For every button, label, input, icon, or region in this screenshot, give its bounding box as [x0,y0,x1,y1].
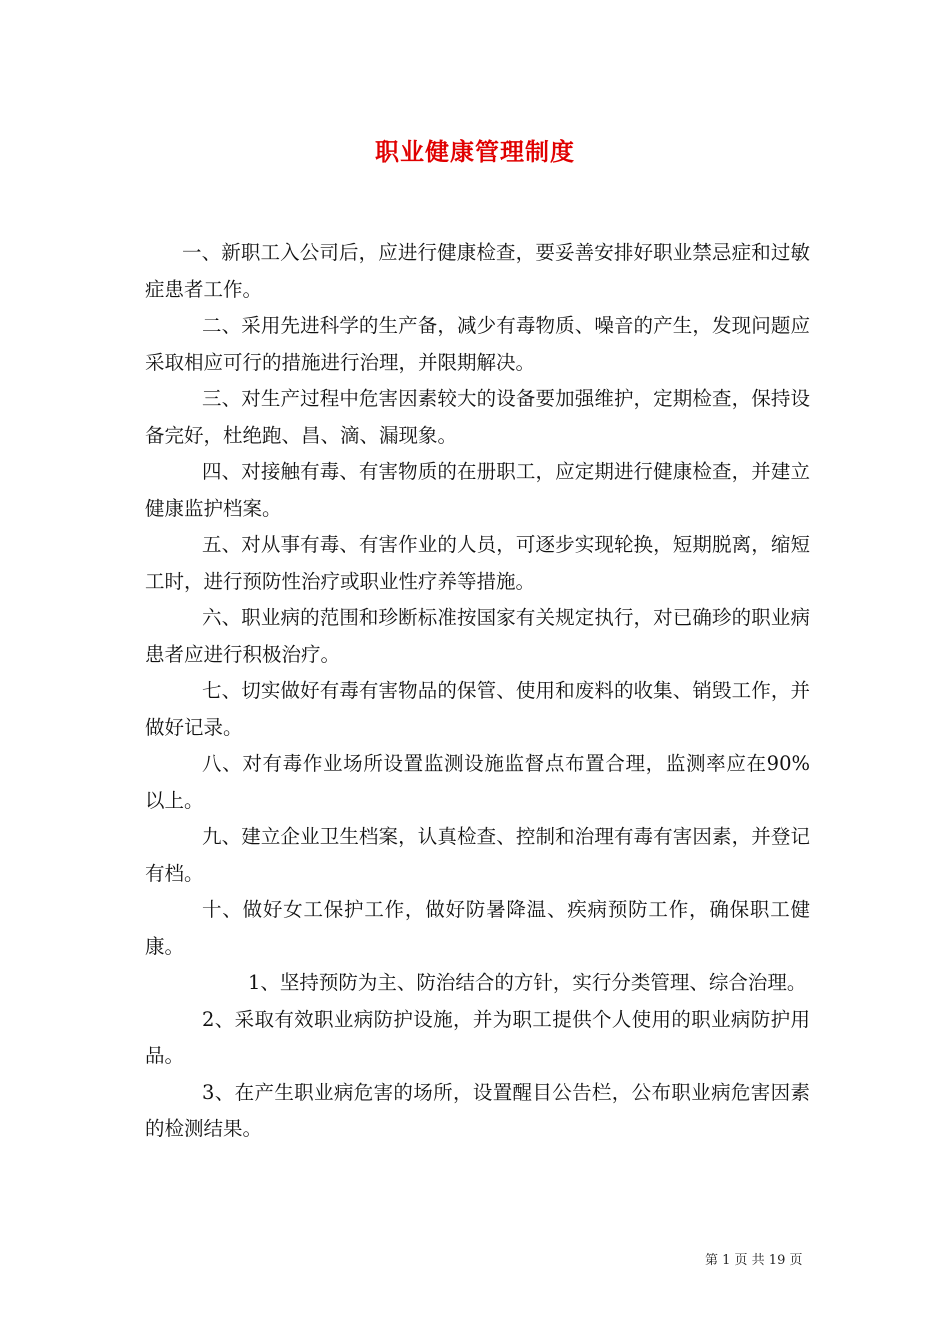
document-title: 职业健康管理制度 [375,137,575,166]
sub-item-1: 1、坚持预防为主、防治结合的方针，实行分类管理、综合治理。 [248,971,807,994]
sub-item-3: 3、在产生职业病危害的场所，设置醒目公告栏，公布职业病危害因素的检测结果。 [145,1080,810,1140]
paragraph-3: 三、对生产过程中危害因素较大的设备要加强维护，定期检查，保持设备完好，杜绝跑、昌、滴、漏现象。 [145,387,810,447]
paragraph-2: 二、采用先进科学的生产备，减少有毒物质、噪音的产生，发现问题应采取相应可行的措施进行治理，并限期解决。 [145,314,810,374]
paragraph-7: 七、切实做好有毒有害物品的保管、使用和废料的收集、销毁工作，并做好记录。 [145,679,810,739]
sub-item-2: 2、采取有效职业病防护设施，并为职工提供个人使用的职业病防护用品。 [145,1007,810,1067]
paragraph-6: 六、职业病的范围和珍断标准按国家有关规定执行，对已确珍的职业病患者应进行积极治疗。 [145,606,810,666]
paragraph-9: 九、建立企业卫生档案，认真检查、控制和治理有毒有害因素，并登记有档。 [145,825,810,885]
document-body [145,235,810,1148]
paragraph-8: 八、对有毒作业场所设置监测设施监督点布置合理，监测率应在90%以上。 [145,752,810,812]
paragraph-10: 十、做好女工保护工作，做好防暑降温、疾病预防工作，确保职工健康。 [145,898,810,958]
page-number: 第 1 页 共 19 页 [705,1253,803,1268]
paragraph-5: 五、对从事有毒、有害作业的人员，可逐步实现轮换，短期脱离，缩短工时，进行预防性治疗或职业性疗养等措施。 [145,533,810,593]
paragraph-1: 一、新职工入公司后，应进行健康检查，要妥善安排好职业禁忌症和过敏症患者工作。 [145,241,810,301]
paragraph-4: 四、对接触有毒、有害物质的在册职工，应定期进行健康检查，并建立健康监护档案。 [145,460,810,520]
